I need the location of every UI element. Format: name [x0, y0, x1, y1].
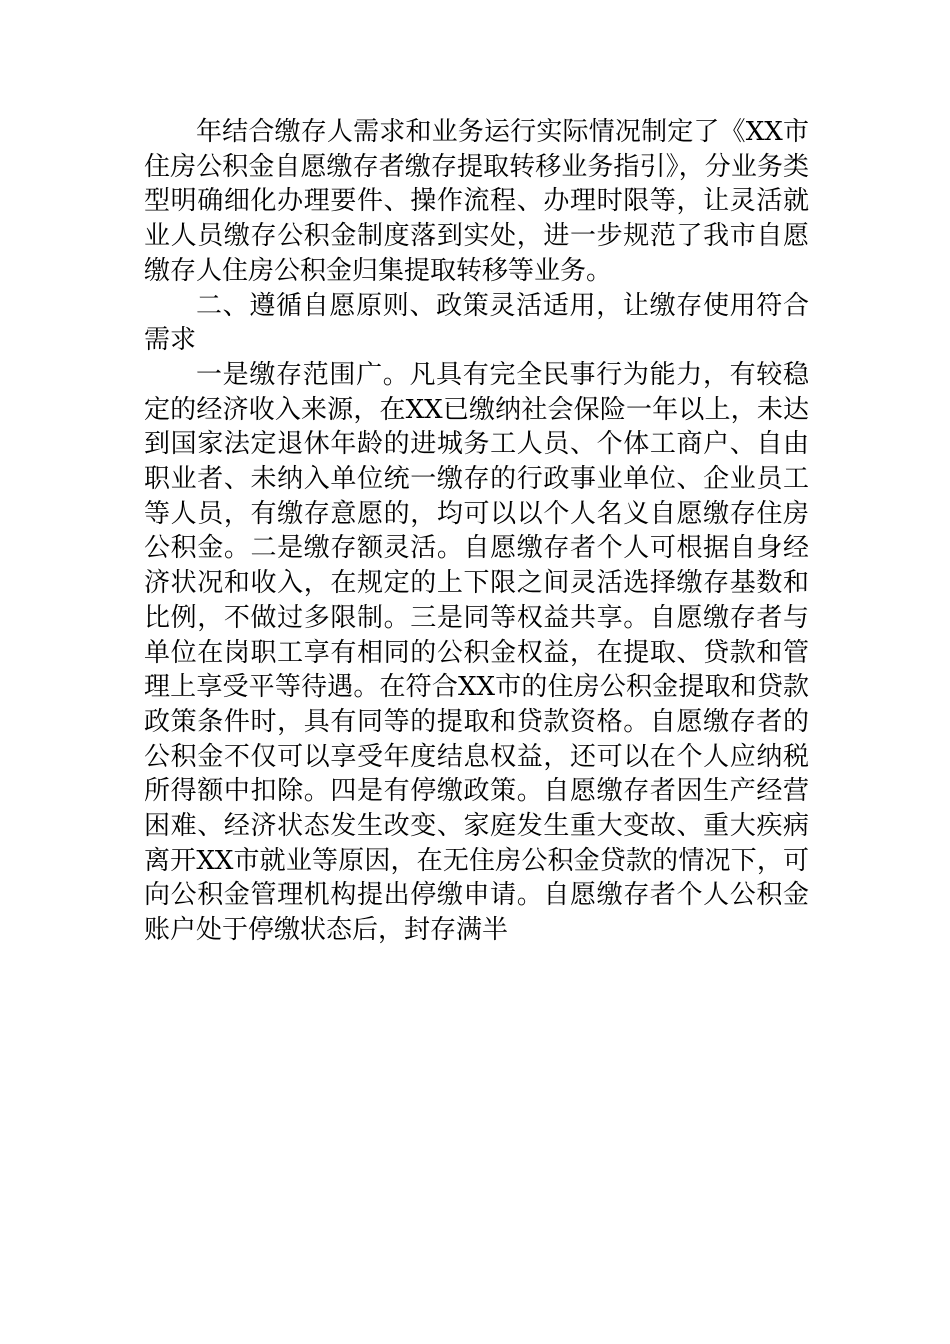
document-body — [144, 115, 809, 948]
paragraph-intro-continuation: 年结合缴存人需求和业务运行实际情况制定了《XX市住房公积金自愿缴存者缴存提取转移业务指引》，分业务类型明确细化办理要件、操作流程、办理时限等，让灵活就业人员缴存公积金制度落到实处，进一步规范了我市自愿缴存人住房公积金归集提取转移等业务。 — [144, 117, 809, 286]
section-heading-two: 二、遵循自愿原则、政策灵活适用，让缴存使用符合需求 — [144, 290, 809, 356]
paragraph-policy-details: 一是缴存范围广。凡具有完全民事行为能力，有较稳定的经济收入来源，在XX已缴纳社会保险一年以上，未达到国家法定退休年龄的进城务工人员、个体工商户、自由职业者、未纳入单位统一缴存的行政事业单位、企业员工等人员，有缴存意愿的，均可以以个人名义自愿缴存住房公积金。二是缴存额灵活。自愿缴存者个人可根据自身经济状况和收入，在规定的上下限之间灵活选择缴存基数和比例，不做过多限制。三是同等权益共享。自愿缴存者与单位在岗职工享有相同的公积金权益，在提取、贷款和管理上享受平等待遇。在符合XX市的住房公积金提取和贷款政策条件时，具有同等的提取和贷款资格。自愿缴存者的公积金不仅可以享受年度结息权益，还可以在个人应纳税所得额中扣除。四是有停缴政策。自愿缴存者因生产经营困难、经济状态发生改变、家庭发生重大变故、重大疾病离开XX市就业等原因，在无住房公积金贷款的情况下，可向公积金管理机构提出停缴申请。自愿缴存者个人公积金账户处于停缴状态后，封存满半 — [144, 359, 809, 946]
